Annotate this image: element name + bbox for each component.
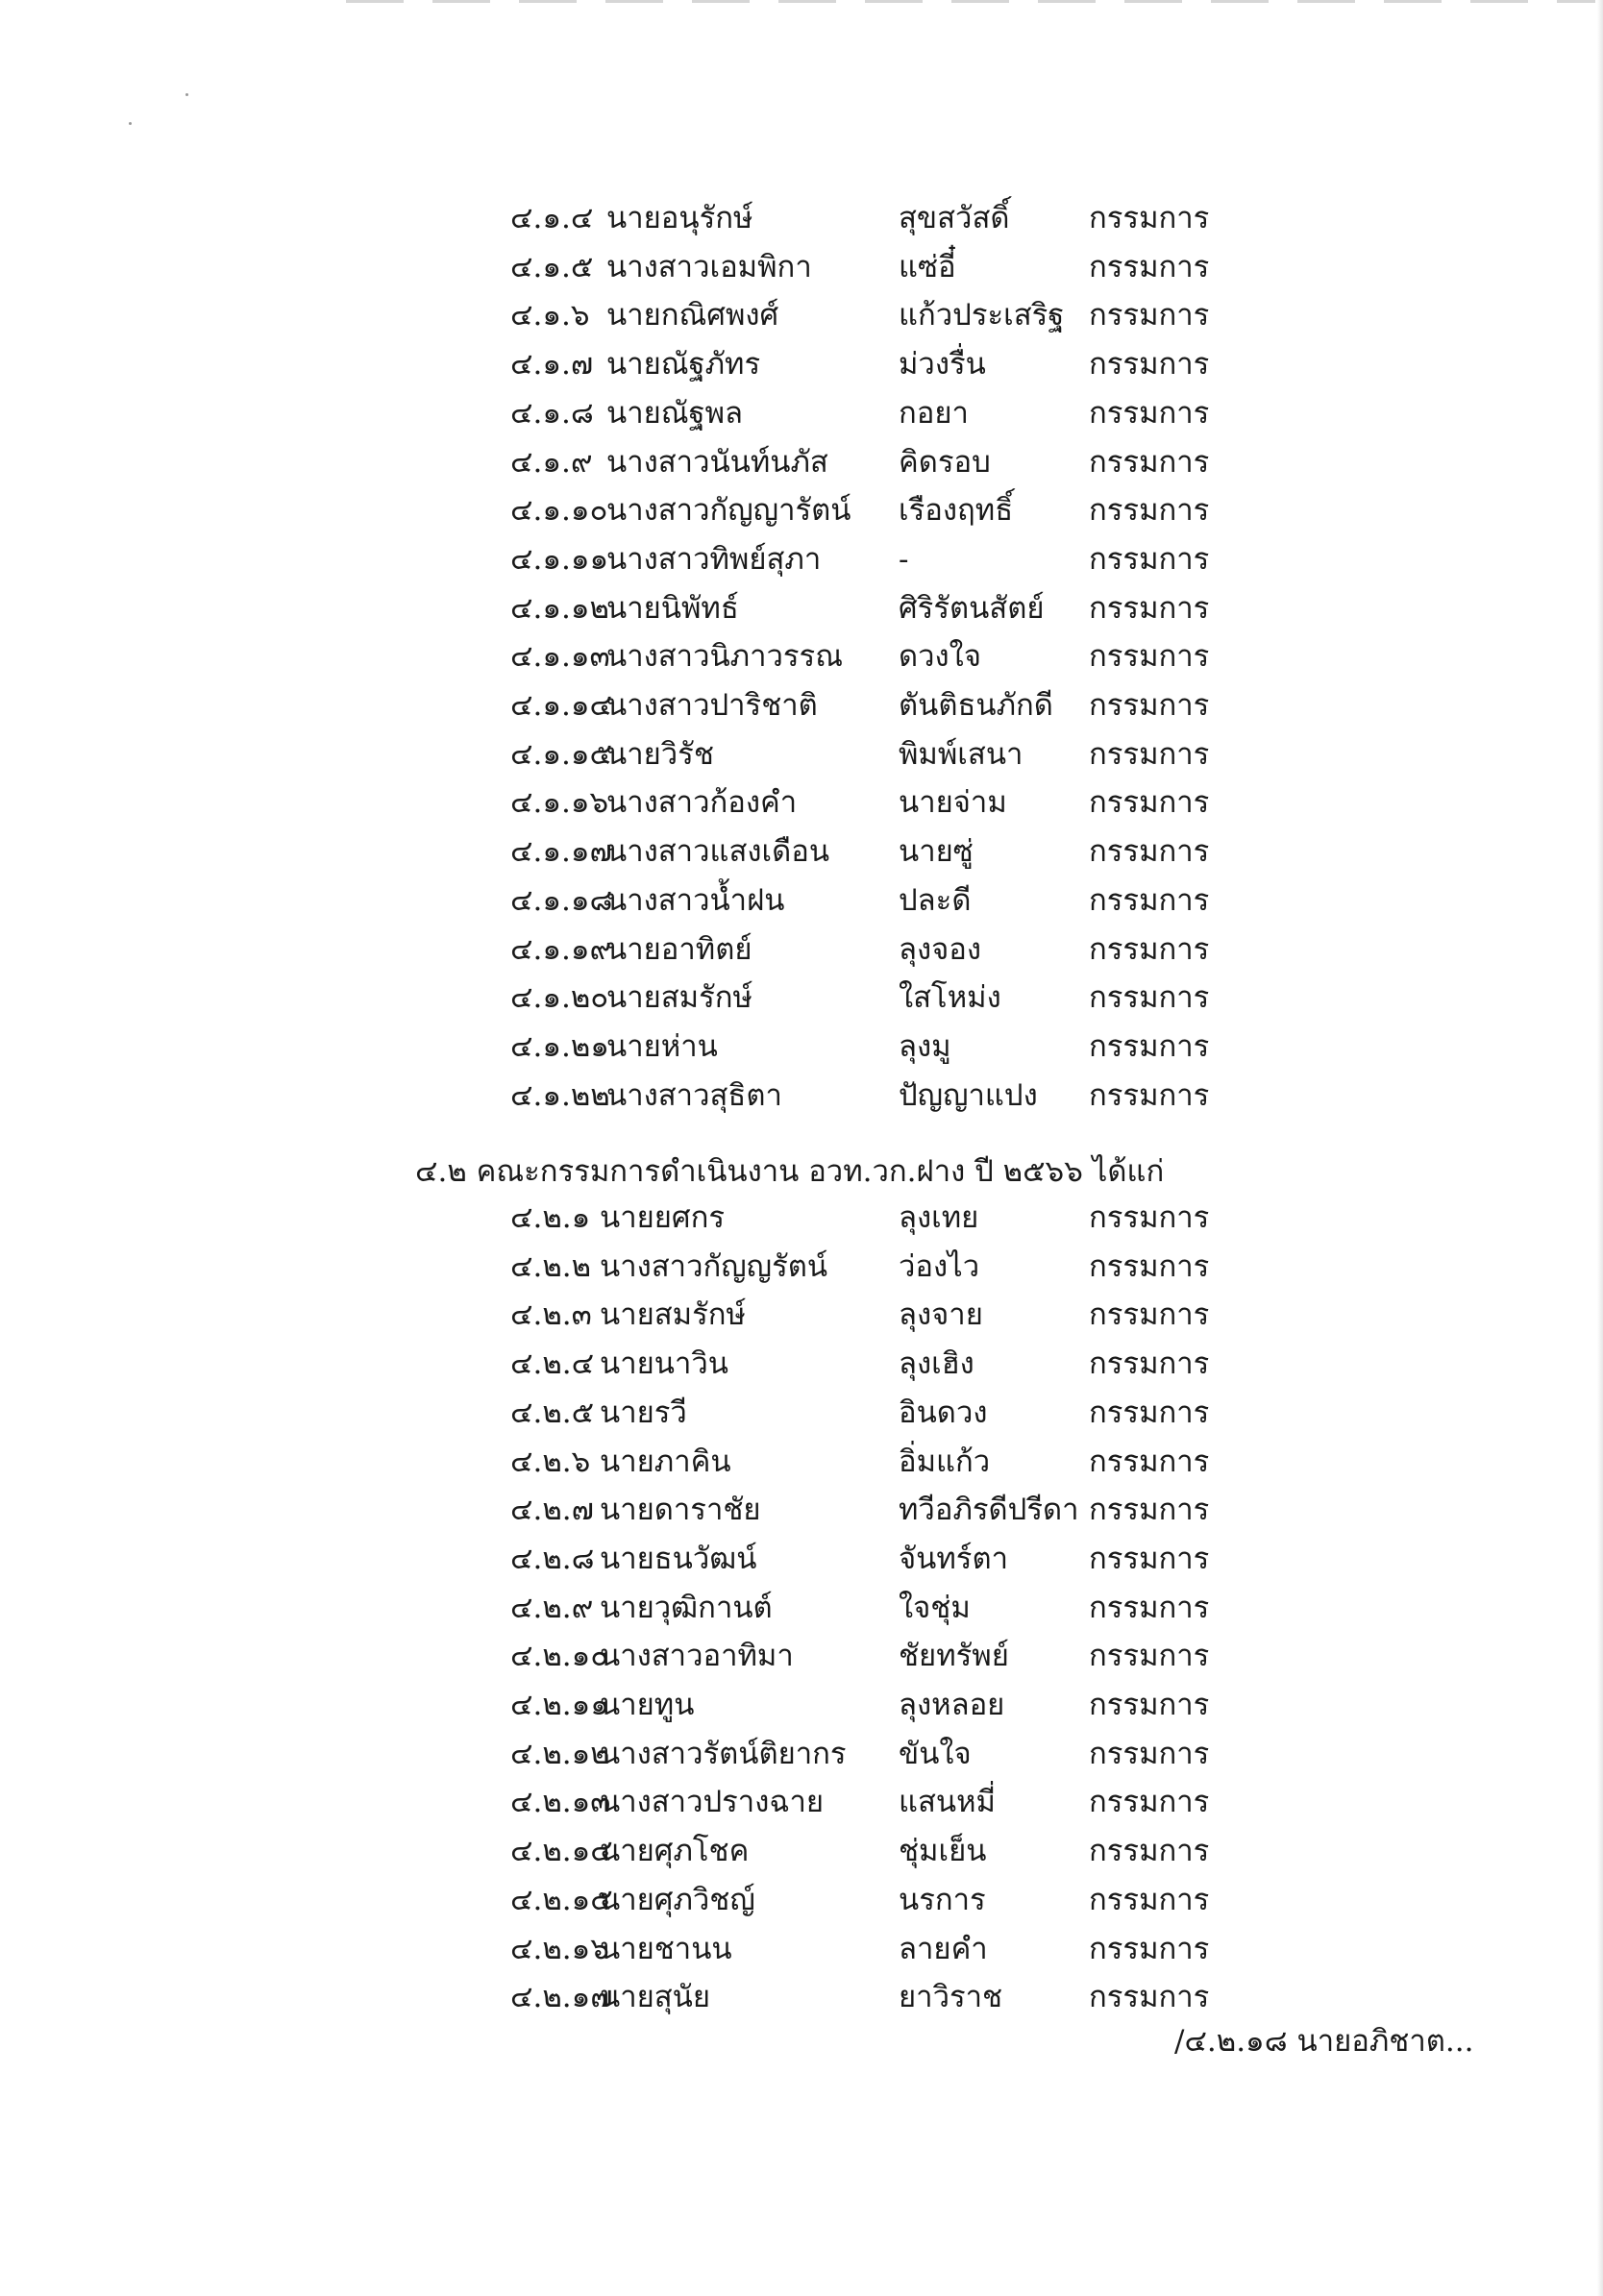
member-number: ๔.๑.๑๔ — [510, 688, 612, 723]
member-number: ๔.๑.๑๐ — [510, 493, 608, 529]
member-number: ๔.๒.๑๒ — [510, 1736, 610, 1771]
member-first-name: นายห่าน — [606, 1028, 718, 1064]
member-role: กรรมการ — [1089, 347, 1210, 383]
committee-member-row — [510, 390, 1249, 436]
member-role: กรรมการ — [1089, 1541, 1210, 1576]
member-number: ๔.๑.๑๒ — [510, 590, 609, 626]
member-role: กรรมการ — [1089, 395, 1210, 431]
member-number: ๔.๑.๑๑ — [510, 541, 609, 577]
member-role: กรรมการ — [1089, 298, 1210, 333]
member-surname: ดวงใจ — [899, 639, 981, 675]
member-surname: ใสโหม่ง — [899, 980, 1001, 1016]
committee-member-row — [510, 1974, 1249, 2020]
member-number: ๔.๒.๕ — [510, 1395, 595, 1430]
committee-member-row — [510, 828, 1249, 875]
member-number: ๔.๒.๑๕ — [510, 1882, 613, 1917]
member-number: ๔.๒.๔ — [510, 1346, 595, 1382]
committee-member-row — [510, 1779, 1249, 1825]
member-first-name: นายณัฐภัทร — [606, 347, 761, 383]
member-first-name: นายอนุรักษ์ — [606, 201, 753, 235]
member-first-name: นางสาวก้องคำ — [606, 785, 798, 821]
committee-member-row — [510, 1073, 1249, 1119]
member-role: กรรมการ — [1089, 931, 1210, 967]
member-number: ๔.๒.๖ — [510, 1444, 591, 1479]
committee-member-row — [510, 1487, 1249, 1533]
member-surname: คิดรอบ — [899, 444, 991, 480]
member-surname: ลุงเฮิง — [899, 1346, 974, 1382]
member-role: กรรมการ — [1089, 639, 1210, 675]
page-edge-shadow — [1597, 0, 1603, 2296]
member-first-name: นายวุฒิกานต์ — [600, 1590, 773, 1625]
member-role: กรรมการ — [1089, 1931, 1210, 1966]
member-first-name: นายยศกร — [600, 1200, 726, 1235]
member-number: ๔.๒.๑ — [510, 1200, 591, 1235]
member-role: กรรมการ — [1089, 1077, 1210, 1113]
member-first-name: นายภาคิน — [600, 1444, 731, 1479]
member-surname: - — [899, 541, 909, 577]
member-surname: ลุงเทย — [899, 1200, 979, 1235]
committee-member-row — [510, 877, 1249, 924]
member-role: กรรมการ — [1089, 201, 1210, 235]
member-role: กรรมการ — [1089, 1444, 1210, 1479]
member-role: กรรมการ — [1089, 834, 1210, 870]
committee-member-row — [510, 1633, 1249, 1679]
member-first-name: นางสาวอาทิมา — [600, 1639, 794, 1674]
member-role: กรรมการ — [1089, 882, 1210, 918]
member-role: กรรมการ — [1089, 736, 1210, 772]
member-number: ๔.๒.๑๖ — [510, 1931, 609, 1966]
committee-member-row — [510, 1731, 1249, 1777]
member-surname: สุขสวัสดิ์ — [899, 201, 1010, 235]
member-first-name: นางสาวกัญญรัตน์ — [600, 1248, 828, 1284]
member-first-name: นายวิรัช — [606, 736, 714, 772]
member-number: ๔.๑.๑๖ — [510, 785, 609, 821]
member-first-name: นางสาวรัตน์ติยากร — [600, 1736, 847, 1771]
member-role: กรรมการ — [1089, 1590, 1210, 1625]
committee-member-row — [510, 1877, 1249, 1923]
member-first-name: นายสุนัย — [600, 1980, 711, 2015]
member-number: ๔.๒.๑๔ — [510, 1834, 613, 1869]
member-surname: ปัญญาแปง — [899, 1077, 1038, 1113]
committee-member-row — [510, 1244, 1249, 1290]
member-role: กรรมการ — [1089, 1297, 1210, 1333]
committee-member-row — [510, 585, 1249, 631]
committee-member-row — [510, 439, 1249, 485]
member-number: ๔.๑.๑๗ — [510, 834, 612, 870]
member-first-name: นางสาวสุธิตา — [606, 1077, 782, 1113]
committee-member-row — [510, 1195, 1249, 1241]
member-role: กรรมการ — [1089, 1395, 1210, 1430]
member-role: กรรมการ — [1089, 980, 1210, 1016]
member-first-name: นายธนวัฒน์ — [600, 1541, 757, 1576]
scan-speck — [129, 122, 132, 125]
member-surname: อินดวง — [899, 1395, 988, 1430]
member-surname: แก้วประเสริฐ — [899, 298, 1065, 333]
committee-member-row — [510, 1682, 1249, 1728]
member-first-name: นายอาทิตย์ — [606, 931, 752, 967]
member-role: กรรมการ — [1089, 1785, 1210, 1820]
committee-member-row — [510, 1926, 1249, 1972]
committee-member-row — [510, 682, 1249, 728]
member-role: กรรมการ — [1089, 1346, 1210, 1382]
member-number: ๔.๑.๘ — [510, 395, 594, 431]
member-surname: กอยา — [899, 395, 969, 431]
member-first-name: นายทูน — [600, 1688, 695, 1722]
member-role: กรรมการ — [1089, 1834, 1210, 1869]
member-surname: ใจชุ่ม — [899, 1590, 971, 1625]
member-surname: ปละดี — [899, 882, 972, 918]
member-surname: ม่วงรื่น — [899, 347, 986, 383]
member-role: กรรมการ — [1089, 1200, 1210, 1235]
member-number: ๔.๑.๙ — [510, 444, 593, 480]
member-number: ๔.๒.๙ — [510, 1590, 594, 1625]
member-first-name: นางสาวแสงเดือน — [606, 834, 830, 870]
committee-member-row — [510, 195, 1249, 241]
committee-member-row — [510, 487, 1249, 533]
committee-member-row — [510, 731, 1249, 778]
member-role: กรรมการ — [1089, 1639, 1210, 1674]
member-first-name: นายศุภวิชญ์ — [600, 1882, 755, 1917]
member-surname: ลายคำ — [899, 1931, 988, 1966]
member-number: ๔.๑.๒๒ — [510, 1077, 610, 1113]
member-surname: นายจ่าม — [899, 785, 1007, 821]
member-number: ๔.๑.๑๘ — [510, 882, 613, 918]
committee-member-row — [510, 1024, 1249, 1070]
member-number: ๔.๑.๖ — [510, 298, 590, 333]
member-first-name: นางสาวน้ำฝน — [606, 882, 785, 918]
committee-member-row — [510, 1341, 1249, 1387]
member-number: ๔.๑.๑๙ — [510, 931, 612, 967]
member-role: กรรมการ — [1089, 541, 1210, 577]
member-number: ๔.๒.๒ — [510, 1248, 592, 1284]
committee-member-row — [510, 341, 1249, 387]
member-first-name: นายสมรักษ์ — [600, 1297, 746, 1333]
member-role: กรรมการ — [1089, 688, 1210, 723]
member-first-name: นางสาวเอมพิกา — [606, 249, 812, 284]
member-number: ๔.๒.๘ — [510, 1541, 595, 1576]
member-role: กรรมการ — [1089, 1493, 1210, 1528]
member-surname: ตันติธนภักดี — [899, 688, 1053, 723]
member-first-name: นางสาวปรางฉาย — [600, 1785, 825, 1820]
member-number: ๔.๒.๑๑ — [510, 1688, 609, 1722]
member-role: กรรมการ — [1089, 444, 1210, 480]
member-number: ๔.๑.๗ — [510, 347, 594, 383]
member-surname: ทวีอภิรดีปรีดา — [899, 1493, 1079, 1528]
member-first-name: นางสาวกัญญารัตน์ — [606, 493, 851, 529]
member-role: กรรมการ — [1089, 493, 1210, 529]
member-surname: ชุ่มเย็น — [899, 1834, 987, 1869]
member-role: กรรมการ — [1089, 1028, 1210, 1064]
member-number: ๔.๑.๒๐ — [510, 980, 609, 1016]
member-first-name: นางสาวทิพย์สุภา — [606, 541, 822, 577]
committee-member-row — [510, 633, 1249, 679]
member-first-name: นายดาราชัย — [600, 1493, 761, 1528]
member-role: กรรมการ — [1089, 1882, 1210, 1917]
member-role: กรรมการ — [1089, 1980, 1210, 2015]
member-number: ๔.๑.๔ — [510, 201, 594, 235]
committee-member-row — [510, 1292, 1249, 1338]
member-role: กรรมการ — [1089, 785, 1210, 821]
member-number: ๔.๒.๓ — [510, 1297, 592, 1333]
member-surname: ชัยทรัพย์ — [899, 1639, 1009, 1674]
committee-member-row — [510, 779, 1249, 826]
committee-member-row — [510, 1828, 1249, 1874]
member-first-name: นายสมรักษ์ — [606, 980, 752, 1016]
member-surname: อิ่มแก้ว — [899, 1444, 991, 1479]
member-first-name: นางสาวนันท์นภัส — [606, 444, 828, 480]
member-number: ๔.๑.๑๓ — [510, 639, 610, 675]
member-first-name: นายกณิศพงศ์ — [606, 298, 779, 333]
member-number: ๔.๒.๑๐ — [510, 1639, 609, 1674]
member-surname: ลุงจาย — [899, 1297, 983, 1333]
member-number: ๔.๒.๑๗ — [510, 1980, 613, 2015]
continuation-note: /๔.๒.๑๘ นายอภิชาต... — [1174, 2024, 1474, 2059]
member-surname: เรืองฤทธิ์ — [899, 493, 1014, 529]
member-role: กรรมการ — [1089, 590, 1210, 626]
member-surname: ลุงมู — [899, 1028, 951, 1064]
member-first-name: นายนิพัทธ์ — [606, 590, 739, 626]
member-role: กรรมการ — [1089, 1736, 1210, 1771]
committee-member-row — [510, 926, 1249, 973]
committee-member-row — [510, 244, 1249, 290]
member-number: ๔.๒.๑๓ — [510, 1785, 611, 1820]
scan-artifact-top — [346, 0, 1595, 3]
member-surname: ลุงหลอย — [899, 1688, 1005, 1722]
member-surname: ขันใจ — [899, 1736, 972, 1771]
member-first-name: นายชานน — [600, 1931, 732, 1966]
member-first-name: นายณัฐพล — [606, 395, 744, 431]
member-first-name: นางสาวนิภาวรรณ — [606, 639, 843, 675]
member-surname: นายซู่ — [899, 834, 974, 870]
member-number: ๔.๑.๕ — [510, 249, 594, 284]
member-first-name: นายนาวิน — [600, 1346, 728, 1382]
member-surname: จันทร์ตา — [899, 1541, 1008, 1576]
member-surname: ลุงจอง — [899, 931, 982, 967]
member-first-name: นายรวี — [600, 1395, 687, 1430]
member-role: กรรมการ — [1089, 1248, 1210, 1284]
committee-member-row — [510, 1585, 1249, 1631]
committee-member-row — [510, 536, 1249, 582]
committee-member-row — [510, 1536, 1249, 1582]
member-surname: ศิริรัตนสัตย์ — [899, 590, 1045, 626]
member-surname: ยาวิราช — [899, 1980, 1003, 2015]
committee-member-row — [510, 292, 1249, 338]
committee-member-row — [510, 1439, 1249, 1485]
member-role: กรรมการ — [1089, 249, 1210, 284]
committee-member-row — [510, 975, 1249, 1021]
member-surname: พิมพ์เสนา — [899, 736, 1023, 772]
member-surname: แซ่อี๋ — [899, 249, 956, 284]
scan-speck — [185, 93, 188, 96]
member-surname: นรการ — [899, 1882, 986, 1917]
member-surname: แสนหมี่ — [899, 1785, 996, 1820]
section-heading-4-2: ๔.๒ คณะกรรมการดำเนินงาน อวท.วก.ฝาง ปี ๒๕๖๖ ได้แก่ — [415, 1154, 1165, 1189]
member-number: ๔.๑.๑๕ — [510, 736, 612, 772]
member-number: ๔.๑.๒๑ — [510, 1028, 609, 1064]
member-first-name: นายศุภโชค — [600, 1834, 750, 1869]
member-number: ๔.๒.๗ — [510, 1493, 594, 1528]
member-role: กรรมการ — [1089, 1688, 1210, 1722]
member-first-name: นางสาวปาริชาติ — [606, 688, 818, 723]
member-surname: ว่องไว — [899, 1248, 980, 1284]
committee-member-row — [510, 1390, 1249, 1436]
